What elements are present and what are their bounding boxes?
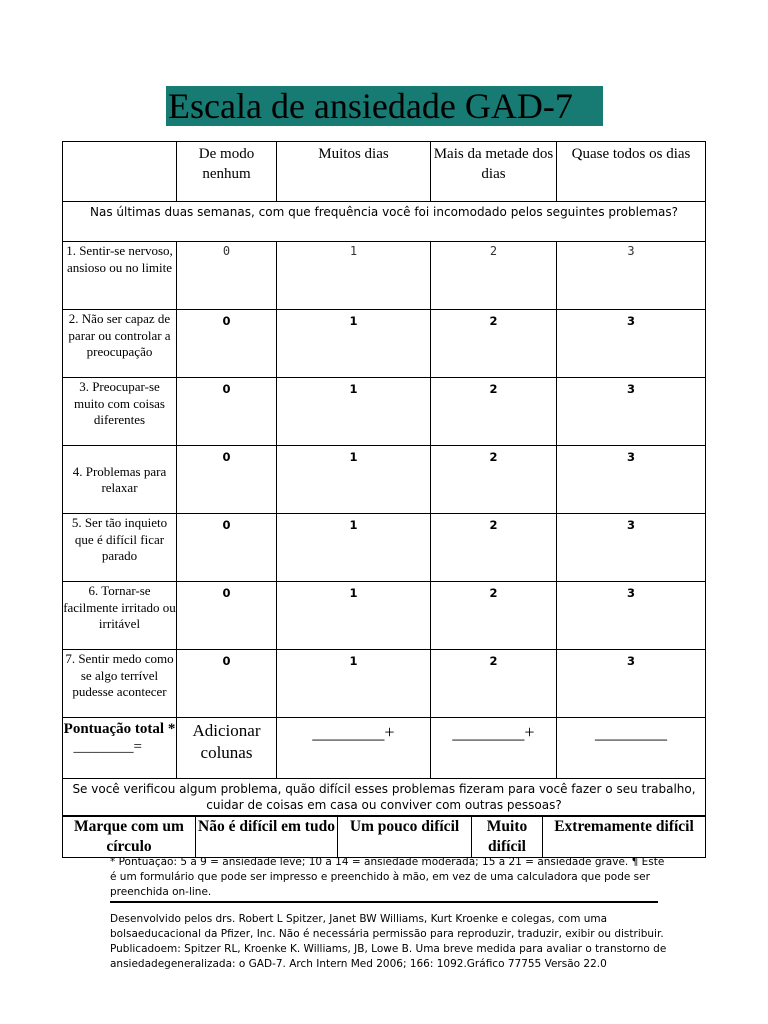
score-option[interactable]: 2 bbox=[431, 582, 557, 650]
table-row bbox=[63, 310, 706, 378]
gad7-table bbox=[62, 141, 706, 817]
score-option[interactable]: 3 bbox=[557, 242, 706, 310]
mark-circle-label: Marque com um círculo bbox=[63, 816, 196, 858]
score-option[interactable]: 3 bbox=[557, 446, 706, 514]
question-label: 1. Sentir-se nervoso, ansioso ou no limite bbox=[63, 242, 177, 310]
score-option[interactable]: 1 bbox=[277, 514, 431, 582]
blank-line[interactable]: ________ bbox=[595, 722, 667, 742]
table-row bbox=[63, 514, 706, 582]
add-columns-label: Adicionar colunas bbox=[177, 718, 277, 779]
question-label: 2. Não ser capaz de parar ou controlar a preocupação bbox=[63, 310, 177, 378]
col-header-0: De modo nenhum bbox=[177, 142, 277, 202]
score-option[interactable]: 0 bbox=[177, 514, 277, 582]
table-row bbox=[63, 446, 706, 514]
score-option[interactable]: 2 bbox=[431, 242, 557, 310]
table-row bbox=[63, 650, 706, 718]
credits: Desenvolvido pelos drs. Robert L Spitzer, Janet BW Williams, Kurt Kroenke e colegas, com uma bolsaeducacional da Pfizer, Inc. Não é necessária permissão para reproduzir, traduzir, exibir ou distribuir. Publicadoem: Spitzer RL, Kroenke K. Williams, JB, Lowe B. Uma breve medida para avaliar o transtorno de ansiedadegeneralizada: o GAD-7. Arch Intern Med 2006; 166: 1092.Gráfico 77755 Versão 22.0 bbox=[110, 913, 667, 970]
score-option[interactable]: 0 bbox=[177, 310, 277, 378]
score-option[interactable]: 1 bbox=[277, 650, 431, 718]
sum-field-1[interactable] bbox=[277, 718, 431, 779]
col-header-3: Quase todos os dias bbox=[557, 142, 706, 202]
plus-sign: + bbox=[524, 722, 535, 742]
score-option[interactable]: 1 bbox=[277, 310, 431, 378]
question-label: 6. Tornar-se facilmente irritado ou irritável bbox=[63, 582, 177, 650]
score-option[interactable]: 3 bbox=[557, 310, 706, 378]
score-option[interactable]: 1 bbox=[277, 242, 431, 310]
score-option[interactable]: 0 bbox=[177, 378, 277, 446]
score-option[interactable]: 1 bbox=[277, 446, 431, 514]
score-option[interactable]: 1 bbox=[277, 582, 431, 650]
difficulty-option[interactable]: Um pouco difícil bbox=[338, 816, 472, 858]
score-option[interactable]: 0 bbox=[177, 446, 277, 514]
corner-cell bbox=[63, 142, 177, 202]
footnote: * Pontuação: 5 a 9 = ansiedade leve; 10 a 14 = ansiedade moderada; 15 a 21 = ansiedade grave. ¶ Este é um formulário que pode ser impresso e preenchido à mão, em vez de uma calculadora que pode ser preenchida on-line. bbox=[110, 856, 665, 898]
total-label: Pontuação total * bbox=[63, 721, 176, 737]
score-option[interactable]: 0 bbox=[177, 650, 277, 718]
instruction: Nas últimas duas semanas, com que frequência você foi incomodado pelos seguintes problemas? bbox=[63, 202, 706, 242]
page-title: Escala de ansiedade GAD-7 bbox=[166, 86, 603, 126]
table-row bbox=[63, 378, 706, 446]
difficulty-question: Se você verificou algum problema, quão difícil esses problemas fizeram para você fazer o seu trabalho, cuidar de coisas em casa ou conviver com outras pessoas? bbox=[63, 779, 706, 817]
score-option[interactable]: 2 bbox=[431, 446, 557, 514]
divider bbox=[110, 901, 658, 903]
score-option[interactable]: 3 bbox=[557, 650, 706, 718]
col-header-2: Mais da metade dos dias bbox=[431, 142, 557, 202]
score-option[interactable]: 0 bbox=[177, 242, 277, 310]
total-row bbox=[63, 718, 706, 779]
score-option[interactable]: 2 bbox=[431, 514, 557, 582]
score-option[interactable]: 3 bbox=[557, 582, 706, 650]
difficulty-option[interactable]: Extremamente difícil bbox=[543, 816, 706, 858]
score-option[interactable]: 2 bbox=[431, 650, 557, 718]
total-label-cell bbox=[63, 718, 177, 779]
score-option[interactable]: 2 bbox=[431, 378, 557, 446]
col-header-1: Muitos dias bbox=[277, 142, 431, 202]
table-row bbox=[63, 582, 706, 650]
score-option[interactable]: 3 bbox=[557, 378, 706, 446]
question-label: 5. Ser tão inquieto que é difícil ficar parado bbox=[63, 514, 177, 582]
question-label: 3. Preocupar-se muito com coisas diferentes bbox=[63, 378, 177, 446]
equals-sign: = bbox=[133, 739, 142, 755]
score-option[interactable]: 1 bbox=[277, 378, 431, 446]
blank-line[interactable]: ________ bbox=[312, 722, 385, 742]
score-option[interactable]: 0 bbox=[177, 582, 277, 650]
question-label: 4. Problemas para relaxar bbox=[63, 446, 177, 514]
header-row bbox=[63, 142, 706, 202]
difficulty-option[interactable]: Não é difícil em tudo bbox=[196, 816, 338, 858]
blank-line[interactable]: ________ bbox=[452, 722, 525, 742]
sum-field-2[interactable] bbox=[431, 718, 557, 779]
difficulty-option[interactable]: Muito difícil bbox=[472, 816, 543, 858]
question-label: 7. Sentir medo como se algo terrível pudesse acontecer bbox=[63, 650, 177, 718]
score-option[interactable]: 2 bbox=[431, 310, 557, 378]
total-blank[interactable]: ________ bbox=[73, 739, 134, 755]
plus-sign: + bbox=[384, 722, 395, 742]
sum-field-3[interactable] bbox=[557, 718, 706, 779]
score-option[interactable]: 3 bbox=[557, 514, 706, 582]
table-row bbox=[63, 242, 706, 310]
difficulty-table bbox=[62, 815, 706, 858]
